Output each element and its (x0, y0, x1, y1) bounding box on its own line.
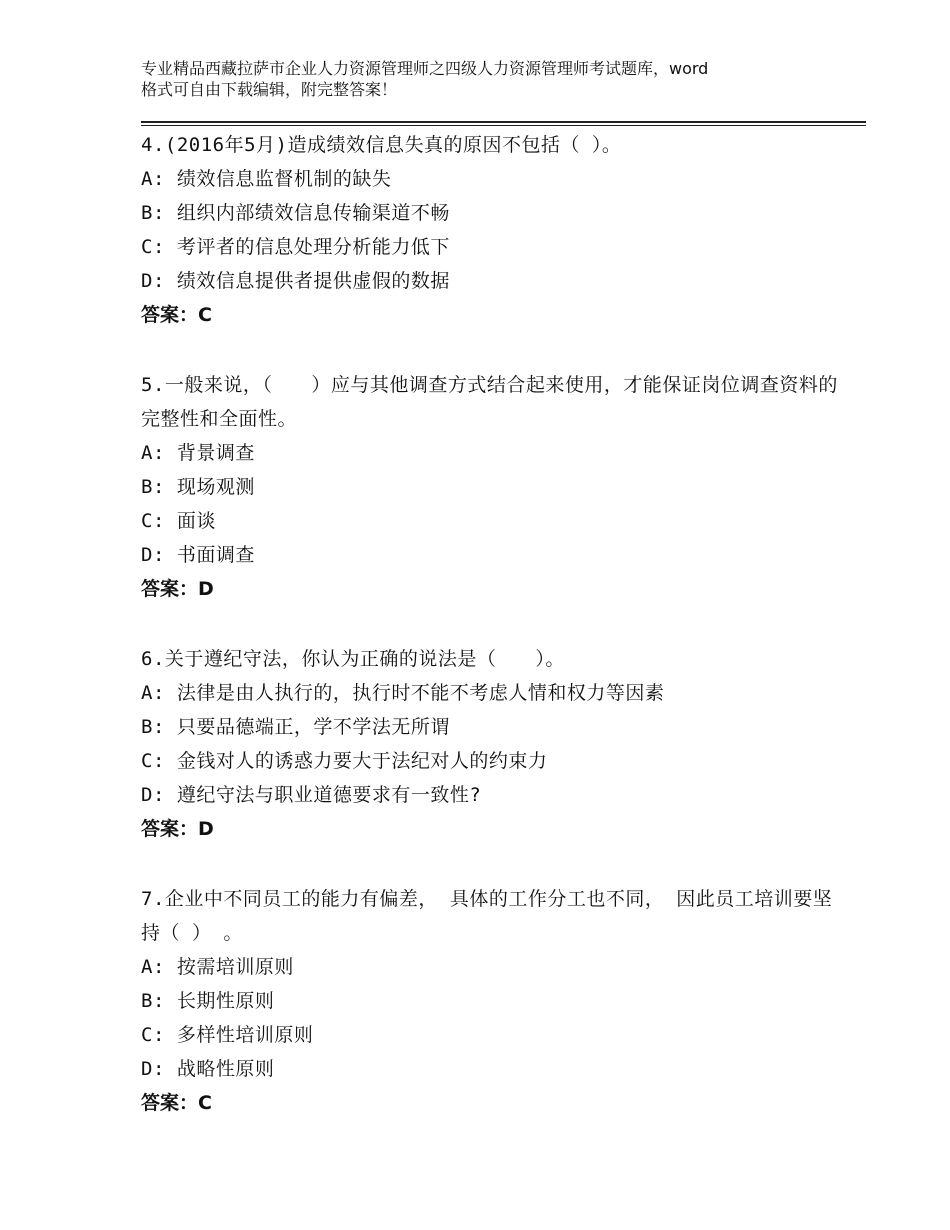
option-d: D: 战略性原则 (141, 1058, 275, 1080)
answer: 答案：D (141, 818, 214, 840)
option-c: C: 考评者的信息处理分析能力低下 (141, 236, 450, 258)
option-c: C: 面谈 (141, 510, 216, 532)
option-c: C: 多样性培训原则 (141, 1024, 314, 1046)
option-a: A: 背景调查 (141, 442, 255, 464)
question-list (141, 128, 841, 1156)
option-d: D: 书面调查 (141, 544, 255, 566)
header-divider-thin (141, 125, 866, 126)
answer: 答案：D (141, 578, 214, 600)
question-4 (141, 128, 841, 332)
header-title-line-1: 专业精品西藏拉萨市企业人力资源管理师之四级人力资源管理师考试题库，word (141, 59, 709, 78)
question-stem: 7.企业中不同员工的能力有偏差， 具体的工作分工也不同， 因此员工培训要坚持（ ） 。 (141, 888, 833, 944)
option-b: B: 只要品德端正，学不学法无所谓 (141, 716, 450, 738)
option-a: A: 按需培训原则 (141, 956, 294, 978)
option-b: B: 组织内部绩效信息传输渠道不畅 (141, 202, 450, 224)
page-header (141, 58, 821, 100)
header-title-line-2: 格式可自由下载编辑，附完整答案！ (141, 80, 398, 99)
option-a: A: 法律是由人执行的，执行时不能不考虑人情和权力等因素 (141, 682, 665, 704)
answer: 答案：C (141, 304, 212, 326)
option-d: D: 绩效信息提供者提供虚假的数据 (141, 270, 450, 292)
question-stem: 5.一般来说，（ ）应与其他调查方式结合起来使用，才能保证岗位调查资料的完整性和全面性。 (141, 374, 838, 430)
option-b: B: 现场观测 (141, 476, 255, 498)
header-divider (141, 121, 866, 123)
question-5 (141, 368, 841, 606)
answer: 答案：C (141, 1092, 212, 1114)
question-stem: 4.(2016年5月)造成绩效信息失真的原因不包括（ ）。 (141, 134, 622, 156)
question-6 (141, 642, 841, 846)
option-a: A: 绩效信息监督机制的缺失 (141, 168, 392, 190)
option-d: D: 遵纪守法与职业道德要求有一致性? (141, 784, 482, 806)
option-c: C: 金钱对人的诱惑力要大于法纪对人的约束力 (141, 750, 548, 772)
question-7 (141, 882, 841, 1120)
option-b: B: 长期性原则 (141, 990, 275, 1012)
question-stem: 6.关于遵纪守法，你认为正确的说法是（ ）。 (141, 648, 565, 670)
